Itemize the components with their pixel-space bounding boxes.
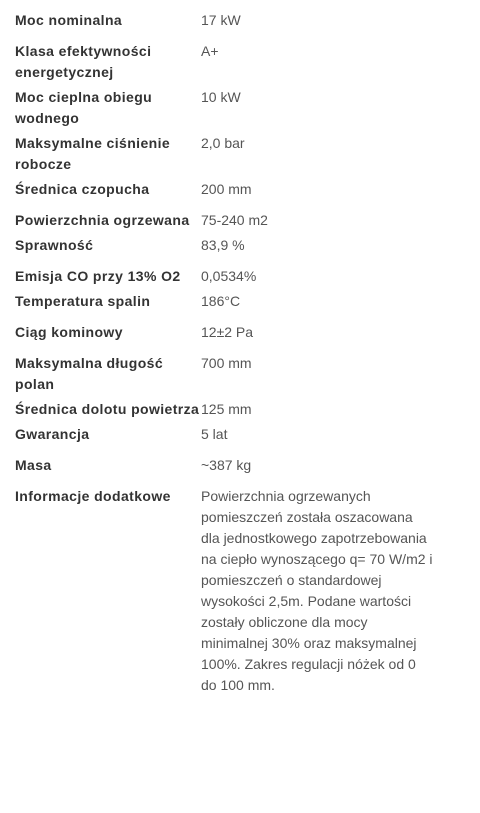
- spec-value: Powierzchnia ogrzewanych pomieszczeń została oszacowana dla jednostkowego zapotrzebowania na ciepło wynoszącego q= 70 W/m2 i pomieszczeń o standardowej wysokości 2,5m. Podane wartości zostały obliczone dla mocy minimalnej 30% oraz maksymalnej 100%. Zakres regulacji nóżek od 0 do 100 mm.: [201, 488, 433, 693]
- spec-label: Sprawność: [15, 237, 94, 253]
- spec-value: A+: [201, 43, 219, 59]
- spec-label: Emisja CO przy 13% O2: [15, 268, 181, 284]
- spec-label: Temperatura spalin: [15, 293, 151, 309]
- spec-value: 5 lat: [201, 426, 228, 442]
- spec-row-sprawnosc: [15, 235, 435, 256]
- spec-value: ~387 kg: [201, 457, 252, 473]
- spec-label: Średnica czopucha: [15, 181, 150, 197]
- spec-table: [15, 10, 435, 696]
- spec-value: 83,9 %: [201, 237, 245, 253]
- spec-label: Moc nominalna: [15, 12, 123, 28]
- spec-row-klasa-efektywnosci: [15, 41, 435, 83]
- spec-label: Maksymalne ciśnienie robocze: [15, 135, 171, 172]
- spec-value: 10 kW: [201, 89, 241, 105]
- spec-label: Informacje dodatkowe: [15, 488, 171, 504]
- spec-row-dolot-powietrza: [15, 399, 435, 420]
- spec-row-dlugosc-polan: [15, 353, 435, 395]
- spec-label: Moc cieplna obiegu wodnego: [15, 89, 153, 126]
- spec-row-moc-cieplna: [15, 87, 435, 129]
- spec-label: Maksymalna długość polan: [15, 355, 164, 392]
- spec-value: 2,0 bar: [201, 135, 245, 151]
- spec-row-informacje: [15, 486, 435, 696]
- spec-label: Ciąg kominowy: [15, 324, 123, 340]
- spec-label: Gwarancja: [15, 426, 90, 442]
- spec-row-powierzchnia: [15, 210, 435, 231]
- spec-value: 0,0534%: [201, 268, 257, 284]
- spec-row-srednica-czopucha: [15, 179, 435, 200]
- spec-value: 200 mm: [201, 181, 252, 197]
- spec-value: 75-240 m2: [201, 212, 268, 228]
- spec-value: 125 mm: [201, 401, 252, 417]
- spec-row-temperatura-spalin: [15, 291, 435, 312]
- spec-label: Powierzchnia ogrzewana: [15, 212, 190, 228]
- spec-value: 186°C: [201, 293, 241, 309]
- spec-row-moc-nominalna: [15, 10, 435, 31]
- spec-label: Masa: [15, 457, 52, 473]
- spec-label: Średnica dolotu powietrza: [15, 401, 200, 417]
- spec-label: Klasa efektywności energetycznej: [15, 43, 152, 80]
- spec-row-masa: [15, 455, 435, 476]
- spec-row-gwarancja: [15, 424, 435, 445]
- spec-value: 12±2 Pa: [201, 324, 254, 340]
- spec-row-ciag-kominowy: [15, 322, 435, 343]
- spec-value: 17 kW: [201, 12, 241, 28]
- spec-row-cisnienie: [15, 133, 435, 175]
- spec-value: 700 mm: [201, 355, 252, 371]
- spec-row-emisja-co: [15, 266, 435, 287]
